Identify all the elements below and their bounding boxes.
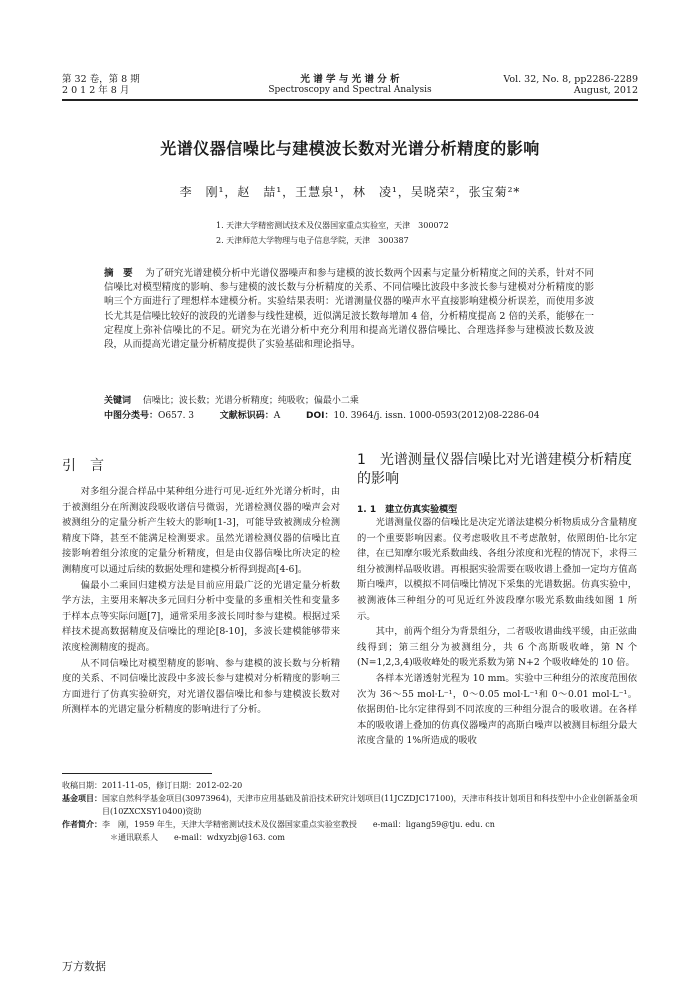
footnote-rule [62,773,212,774]
doi-value: 10. 3964/j. issn. 1000-0593(2012)08-2286-04 [333,411,540,421]
page-title: 光谱仪器信噪比与建模波长数对光谱分析精度的影响 [160,139,540,158]
footer-watermark: 万方数据 [62,960,106,973]
journal-volume-en: Vol. 32, No. 8, pp2286-2289 [503,74,638,85]
section-1-1-heading: 1. 1 建立仿真实验模型 [357,505,458,515]
authors: 李 刚¹，赵 喆¹，王慧泉¹，林 凌¹，吴晓荣²，张宝菊²* [179,185,521,199]
journal-date: 2 0 1 2 年 8 月 [62,85,130,96]
doc-code-label: 文献标识码： [219,411,274,421]
abstract [104,267,594,352]
corresponding-author: ＊通讯联系人 e-mail：wdxyzbj@163. com [110,833,285,842]
journal-date-en: August, 2012 [573,85,638,96]
keywords [104,396,604,407]
journal-volume: 第 32 卷，第 8 期 [62,74,140,85]
section-1-paragraph-3: 各样本光谱透射光程为 10 mm。实验中三种组分的浓度范围依次为 36～55 mol·L⁻¹，0～0.05 mol·L⁻¹和 0～0.01 mol·L⁻¹。依据朗伯-比尔定律得到不同浓度的三种组分混合的吸收谱。在各样本的吸收谱上叠加的仿真仪器噪声的高斯白噪声以被测目标组分最大浓度含量的 1%所造成的吸收 [357,672,637,747]
keywords-text: 信噪比；波长数；光谱分析精度；纯吸收；偏最小二乘 [142,396,359,406]
classification [104,411,604,422]
clc-label: 中图分类号： [104,411,159,421]
header-rule [62,99,638,101]
intro-paragraph-1: 对多组分混合样品中某种组分进行可见-近红外光谱分析时，由于被测组分在所测波段吸收谱信号微弱，光谱检测仪器的噪声会对被测组分的定量分析产生较大的影响[1-3]，可能导致被测成分检测精度下降，甚至不能满足检测要求。虽然光谱检测仪器的信噪比直接影响着组分浓度的定量分析精度，但是由仪器信噪比所决定的检测精度可以通过后续的数据处理和建模分析得到提高[4-6]。 [62,486,340,575]
doi-label: DOI： [306,411,334,421]
fund-label: 基金项目： [62,794,102,803]
clc-value: O657. 3 [158,411,195,421]
abstract-text: 为了研究光谱建模分析中光谱仪器噪声和参与建模的波长数两个因素与定量分析精度之间的关系，针对不同信噪比对模型精度的影响、参与建模的波长数与分析精度的关系、不同信噪比波段中多波长参与建模对分析精度的影响三个方面进行了理想样本建模分析。实验结果表明：光谱测量仪器的噪声水平直接影响建模分析误差，而使用多波长尤其是信噪比较好的波段的光谱参与线性建模，近似满足波长数每增加 4 倍，分析精度提高 2 倍的关系，能够在一定程度上弥补信噪比的不足。研究为在光谱分析中充分利用和提高光谱仪器信噪比、合理选择参与建模波长数及波段，从而提高光谱定量分析精度提供了实验基础和理论指导。 [104,268,594,351]
section-1-heading: 1 光谱测量仪器信噪比对光谱建模分析精度的影响 [357,452,632,487]
intro-paragraph-2: 偏最小二乘回归建模方法是目前应用最广泛的光谱定量分析数学方法，主要用来解决多元回归分析中变量的多重相关性和变量多于样本点等实际问题[7]，通常采用多波长同时参与建模。根据过采样技术提高数据精度及信噪比的理论[8-10]，多波长建模能够带来浓度检测精度的提高。 [62,579,340,653]
intro-heading: 引 言 [62,458,104,474]
section-1-paragraph-2: 其中，前两个组分为背景组分，二者吸收谱曲线平缓，由正弦曲线得到；第三组分为被测组分，共 6 个高斯吸收峰，第 N 个(N=1,2,3,4)吸收峰处的吸光系数为第 N+2 个吸收峰处的 10 倍。 [357,626,637,669]
bio-text: 李 刚，1959 年生，天津大学精密测试技术及仪器国家重点实验室教授 e-mail：ligang59@tju. edu. cn [102,820,495,829]
affiliation-2: 2. 天津师范大学物理与电子信息学院，天津 300387 [216,236,409,245]
journal-title-cn: 光 谱 学 与 光 谱 分 析 [300,74,400,85]
intro-body [62,484,340,718]
section-1-paragraph-1: 光谱测量仪器的信噪比是决定光谱法建模分析物质成分含量精度的一个重要影响因素。仪考虑吸收且不考虑散射，依照朗伯-比尔定律，在已知摩尔吸光系数曲线、各组分浓度和光程的情况下，求得三组分被测样品吸收谱。再根据实验需要在吸收谱上叠加一定均方值高斯白噪声，以模拟不同信噪比情况下采集的光谱数据。仿真实验中，被测液体三种组分的可见近红外波段摩尔吸光系数曲线如图 1 所示。 [357,517,637,622]
fund-text: 国家自然科学基金项目(30973964)，天津市应用基础及前沿技术研究计划项目(11JCZDJC17100)，天津市科技计划项目和科技型中小企业创新基金项目(10ZXCXSY10400)资助 [102,794,638,816]
doc-code-value: A [273,411,281,421]
journal-title-en: Spectroscopy and Spectral Analysis [268,85,432,95]
author-bio [62,818,638,831]
footnotes [62,779,638,844]
abstract-label: 摘 要 [104,268,133,279]
intro-paragraph-3: 从不同信噪比对模型精度的影响、参与建模的波长数与分析精度的关系、不同信噪比波段中多波长参与建模对分析精度的影响三方面进行了仿真实验研究，对光谱仪器信噪比和参与建模波长数对所测样本的光谱定量分析精度的影响进行了分析。 [62,657,340,716]
fund-info [62,792,638,818]
bio-label: 作者简介： [62,820,102,829]
affiliation-1: 1. 天津大学精密测试技术及仪器国家重点实验室，天津 300072 [216,221,449,230]
received-date: 收稿日期：2011-11-05，修订日期：2012-02-20 [62,781,243,790]
section-1-body [357,515,637,749]
keywords-label: 关键词 [104,396,132,406]
